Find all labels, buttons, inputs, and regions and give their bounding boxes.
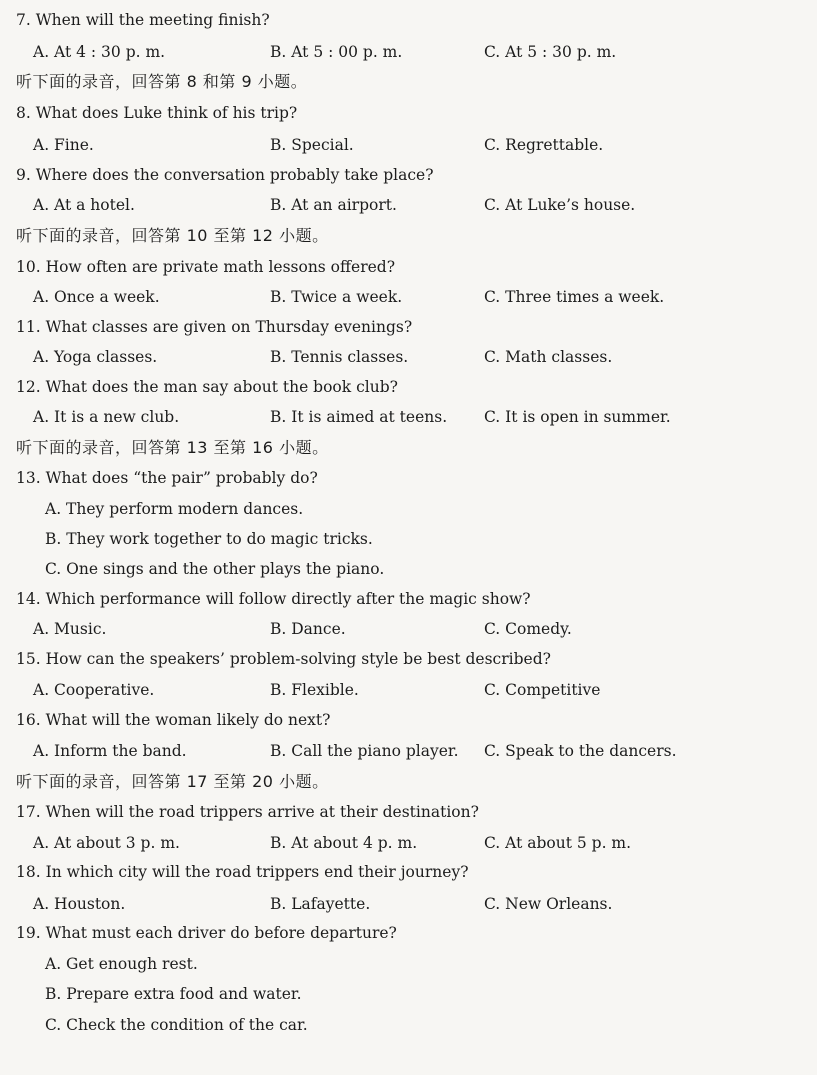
option-line: A. They perform modern dances.: [45, 500, 304, 518]
question-text: 8. What does Luke think of his trip?: [16, 104, 298, 122]
option-c: C. Competitive: [484, 681, 601, 699]
option-a: A. Music.: [33, 620, 107, 638]
option-line: C. One sings and the other plays the piano.: [45, 560, 385, 578]
option-a: A. At a hotel.: [33, 196, 135, 214]
option-c: C. Three times a week.: [484, 288, 665, 306]
option-c: C. Regrettable.: [484, 136, 604, 154]
question-text: 18. In which city will the road trippers end their journey?: [16, 863, 469, 881]
option-line: B. They work together to do magic tricks.: [45, 530, 373, 548]
option-b: B. Twice a week.: [270, 288, 403, 306]
option-a: A. Houston.: [33, 895, 126, 913]
question-text: 15. How can the speakers’ problem-solving style be best described?: [16, 650, 551, 668]
option-b: B. Dance.: [270, 620, 346, 638]
question-text: 13. What does “the pair” probably do?: [16, 469, 318, 487]
option-a: A. Once a week.: [33, 288, 160, 306]
option-a: A. Cooperative.: [33, 681, 155, 699]
option-a: A. At about 3 p. m.: [33, 834, 180, 852]
option-a: A. At 4 : 30 p. m.: [33, 43, 166, 61]
question-text: 12. What does the man say about the book club?: [16, 378, 398, 396]
question-text: 19. What must each driver do before departure?: [16, 924, 397, 942]
option-line: B. Prepare extra food and water.: [45, 985, 302, 1003]
option-b: B. Special.: [270, 136, 354, 154]
option-b: B. Call the piano player.: [270, 742, 459, 760]
question-text: 11. What classes are given on Thursday evenings?: [16, 318, 413, 336]
section-instruction: 听下面的录音，回答第 8 和第 9 小题。: [16, 72, 308, 91]
option-a: A. It is a new club.: [33, 408, 180, 426]
question-text: 16. What will the woman likely do next?: [16, 711, 331, 729]
option-b: B. At about 4 p. m.: [270, 834, 418, 852]
option-b: B. At 5 : 00 p. m.: [270, 43, 403, 61]
option-b: B. At an airport.: [270, 196, 397, 214]
section-instruction: 听下面的录音，回答第 17 至第 20 小题。: [16, 772, 329, 791]
option-c: C. Comedy.: [484, 620, 572, 638]
question-text: 14. Which performance will follow directly after the magic show?: [16, 590, 531, 608]
option-b: B. It is aimed at teens.: [270, 408, 448, 426]
question-text: 10. How often are private math lessons offered?: [16, 258, 396, 276]
option-b: B. Flexible.: [270, 681, 359, 699]
option-a: A. Inform the band.: [33, 742, 187, 760]
section-instruction: 听下面的录音，回答第 10 至第 12 小题。: [16, 226, 329, 245]
option-line: C. Check the condition of the car.: [45, 1016, 308, 1034]
option-c: C. At Luke’s house.: [484, 196, 636, 214]
option-c: C. New Orleans.: [484, 895, 613, 913]
question-text: 7. When will the meeting finish?: [16, 11, 270, 29]
option-c: C. At 5 : 30 p. m.: [484, 43, 617, 61]
question-text: 9. Where does the conversation probably take place?: [16, 166, 434, 184]
section-instruction: 听下面的录音，回答第 13 至第 16 小题。: [16, 438, 329, 457]
option-c: C. Math classes.: [484, 348, 613, 366]
option-b: B. Tennis classes.: [270, 348, 409, 366]
option-c: C. Speak to the dancers.: [484, 742, 677, 760]
option-c: C. At about 5 p. m.: [484, 834, 632, 852]
option-c: C. It is open in summer.: [484, 408, 671, 426]
question-text: 17. When will the road trippers arrive at their destination?: [16, 803, 479, 821]
option-a: A. Yoga classes.: [33, 348, 158, 366]
option-b: B. Lafayette.: [270, 895, 371, 913]
option-a: A. Fine.: [33, 136, 94, 154]
option-line: A. Get enough rest.: [45, 955, 198, 973]
